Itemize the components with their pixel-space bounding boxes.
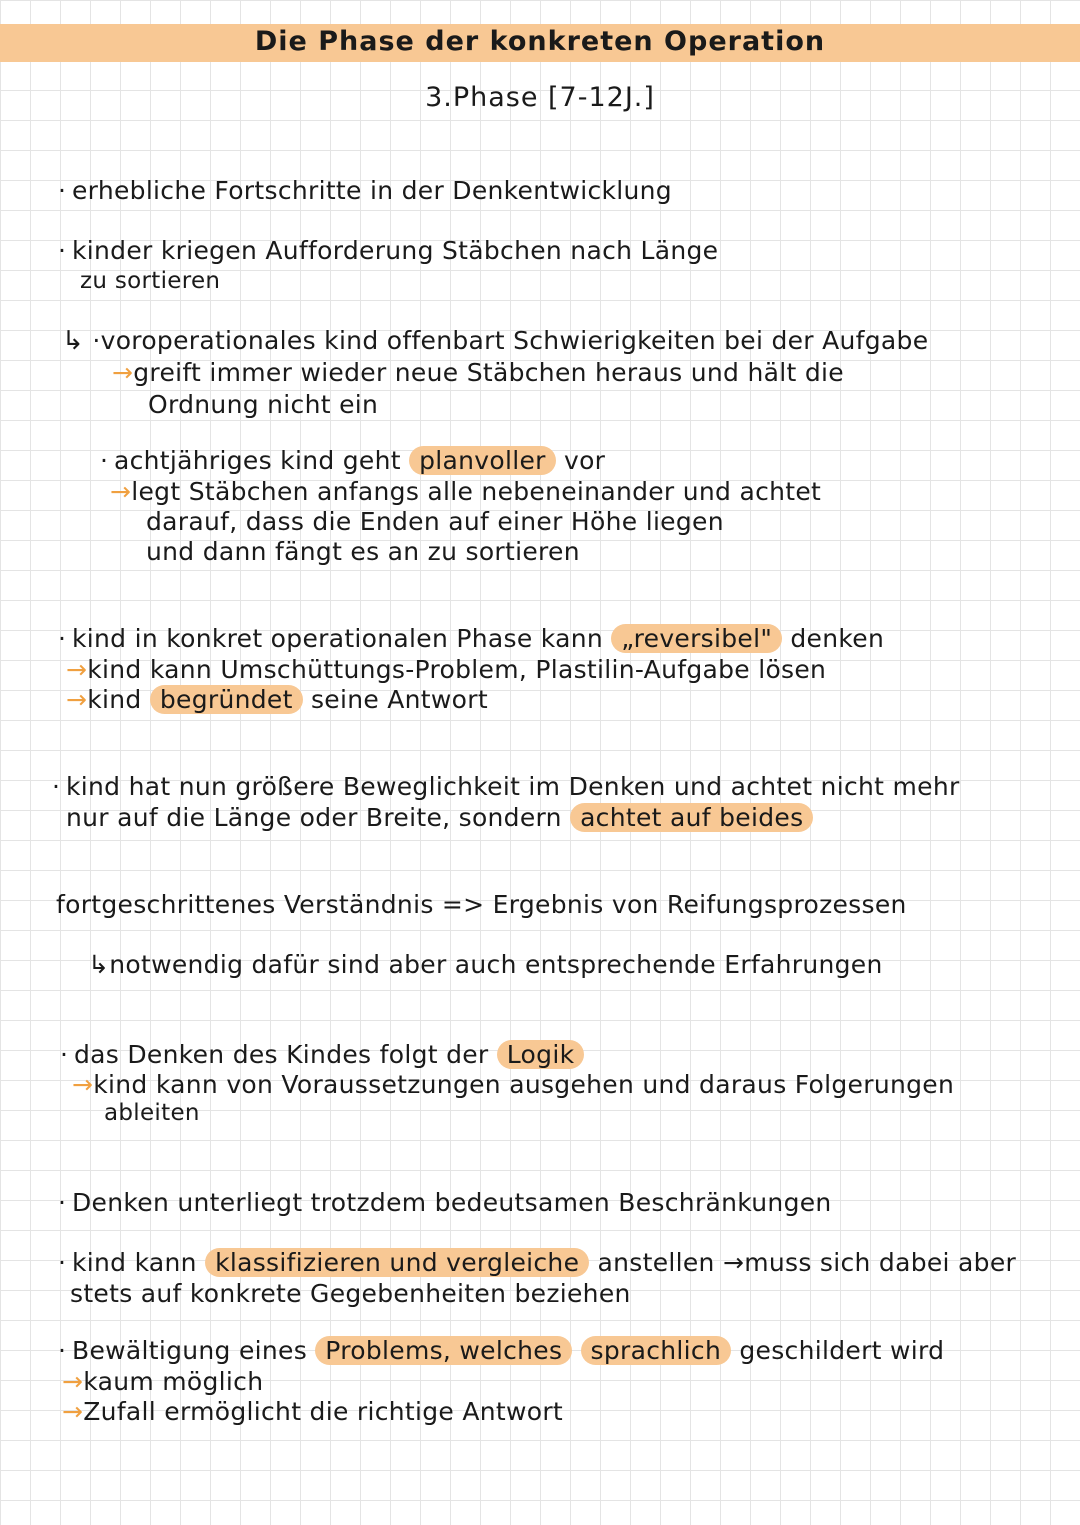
note-line-24: · Bewältigung eines Problems, welches sprachlich geschildert wird: [58, 1336, 945, 1365]
corner-arrow-icon: ↳: [88, 950, 110, 979]
highlight-achtet-auf-beides: achtet auf beides: [570, 803, 813, 832]
note-line-23: stets auf konkrete Gegebenheiten beziehen: [70, 1279, 631, 1308]
note-line-8: →legt Stäbchen anfangs alle nebeneinander und achtet: [110, 477, 822, 506]
arrow-icon: →: [66, 685, 88, 714]
arrow-icon: →: [112, 358, 134, 387]
note-line-21: · Denken unterliegt trotzdem bedeutsamen Beschränkungen: [58, 1188, 832, 1217]
page-title: Die Phase der konkreten Operation: [254, 26, 826, 57]
note-line-20: ableiten: [104, 1100, 200, 1126]
arrow-icon: →: [72, 1070, 94, 1099]
highlight-problems: Problems, welches: [315, 1336, 572, 1365]
arrow-icon: →: [62, 1367, 84, 1396]
note-line-10: und dann fängt es an zu sortieren: [146, 537, 580, 566]
page-subtitle: 3.Phase [7-12J.]: [425, 82, 655, 113]
note-line-12: →kind kann Umschüttungs-Problem, Plastilin-Aufgabe lösen: [66, 655, 827, 684]
note-line-5: →greift immer wieder neue Stäbchen heraus und hält die: [112, 358, 844, 387]
note-line-26: →Zufall ermöglicht die richtige Antwort: [62, 1397, 564, 1426]
note-line-22: · kind kann klassifizieren und vergleiche anstellen →muss sich dabei aber: [58, 1248, 1017, 1277]
note-line-7: · achtjähriges kind geht planvoller vor: [100, 446, 606, 475]
note-line-2: · kinder kriegen Aufforderung Stäbchen nach Länge: [58, 236, 719, 265]
highlight-logik: Logik: [497, 1040, 585, 1069]
note-line-3: zu sortieren: [80, 268, 221, 294]
arrow-icon: →: [62, 1397, 84, 1426]
highlight-reversibel: „reversibel": [611, 624, 782, 653]
note-line-6: Ordnung nicht ein: [148, 390, 379, 419]
note-line-15: nur auf die Länge oder Breite, sondern achtet auf beides: [66, 803, 813, 832]
note-line-1: · erhebliche Fortschritte in der Denkentwicklung: [58, 176, 672, 205]
highlight-planvoller: planvoller: [409, 446, 556, 475]
note-line-17: ↳notwendig dafür sind aber auch entsprechende Erfahrungen: [88, 950, 883, 979]
note-line-13: →kind begründet seine Antwort: [66, 685, 488, 714]
note-line-14: · kind hat nun größere Beweglichkeit im Denken und achtet nicht mehr: [52, 772, 960, 801]
note-line-11: · kind in konkret operationalen Phase kann „reversibel" denken: [58, 624, 885, 653]
note-line-4: ↳ ·voroperationales kind offenbart Schwierigkeiten bei der Aufgabe: [62, 326, 929, 356]
note-line-19: →kind kann von Voraussetzungen ausgehen und daraus Folgerungen: [72, 1070, 955, 1099]
highlight-sprachlich: sprachlich: [581, 1336, 732, 1365]
highlight-begruendet: begründet: [150, 685, 303, 714]
corner-arrow-icon: ↳: [62, 326, 85, 356]
highlight-klassifizieren: klassifizieren und vergleiche: [205, 1248, 589, 1277]
arrow-icon: →: [66, 655, 88, 684]
arrow-icon: →: [110, 477, 132, 506]
note-line-16: fortgeschrittenes Verständnis => Ergebnis von Reifungsprozessen: [56, 890, 907, 919]
note-line-18: · das Denken des Kindes folgt der Logik: [60, 1040, 584, 1069]
note-line-9: darauf, dass die Enden auf einer Höhe liegen: [146, 507, 724, 536]
note-line-25: →kaum möglich: [62, 1367, 264, 1396]
